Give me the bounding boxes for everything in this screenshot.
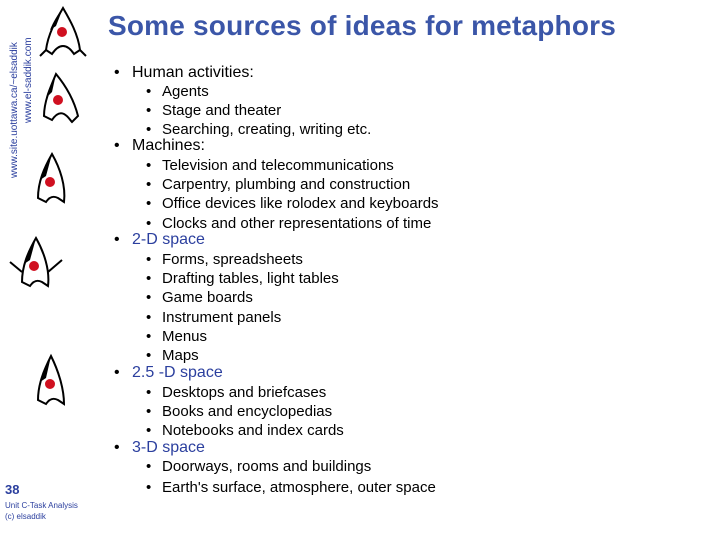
list-item: • Carpentry, plumbing and construction xyxy=(146,176,411,193)
page-number: 38 xyxy=(5,482,20,497)
list-item: • Instrument panels xyxy=(146,309,282,326)
list-item: • Notebooks and index cards xyxy=(146,422,344,439)
list-item: • Stage and theater xyxy=(146,102,282,119)
list-item: • Maps xyxy=(146,347,199,364)
list-item: • Office devices like rolodex and keyboards xyxy=(146,195,439,212)
list-item: • Searching, creating, writing etc. xyxy=(146,121,372,138)
side-url-line2: www.el-saddik.com xyxy=(23,37,34,123)
mascot-icon-2 xyxy=(36,70,86,130)
section-machines xyxy=(114,137,205,155)
side-url-line1: www.site.uottawa.ca/~elsaddik xyxy=(9,42,20,178)
footer xyxy=(5,500,78,522)
list-item: • Desktops and briefcases xyxy=(146,384,327,401)
mascot-icon-5 xyxy=(26,352,76,414)
list-item: • Agents xyxy=(146,83,209,100)
section-2d-space xyxy=(114,231,205,249)
slide-title: Some sources of ideas for metaphors xyxy=(108,10,617,41)
section-human-activities xyxy=(114,64,254,82)
section-label: 2-D space xyxy=(132,231,205,248)
mascot-icon-1 xyxy=(38,4,88,64)
footer-line2: (c) elsaddik xyxy=(5,512,46,521)
section-2-5d-space xyxy=(114,364,223,382)
bullet: • xyxy=(114,137,120,154)
section-3d-space xyxy=(114,439,205,457)
list-item: • Game boards xyxy=(146,289,253,306)
section-label: 3-D space xyxy=(132,439,205,456)
footer-line1: Unit C-Task Analysis xyxy=(5,501,78,510)
bullet: • xyxy=(114,364,120,381)
bullet: • xyxy=(114,231,120,248)
list-item: • Doorways, rooms and buildings xyxy=(146,458,372,475)
section-label: Human activities: xyxy=(132,64,254,81)
list-item: • Menus xyxy=(146,328,208,345)
section-label: 2.5 -D space xyxy=(132,364,223,381)
list-item: • Books and encyclopedias xyxy=(146,403,333,420)
mascot-icon-4 xyxy=(6,232,66,296)
list-item: • Earth's surface, atmosphere, outer space xyxy=(146,479,436,496)
mascot-icon-3 xyxy=(28,150,78,210)
section-label: Machines: xyxy=(132,137,205,154)
list-item: • Television and telecommunications xyxy=(146,157,394,174)
list-item: • Drafting tables, light tables xyxy=(146,270,339,287)
bullet: • xyxy=(114,439,120,456)
list-item: • Forms, spreadsheets xyxy=(146,251,303,268)
bullet: • xyxy=(114,64,120,81)
list-item: • Clocks and other representations of time xyxy=(146,215,432,232)
